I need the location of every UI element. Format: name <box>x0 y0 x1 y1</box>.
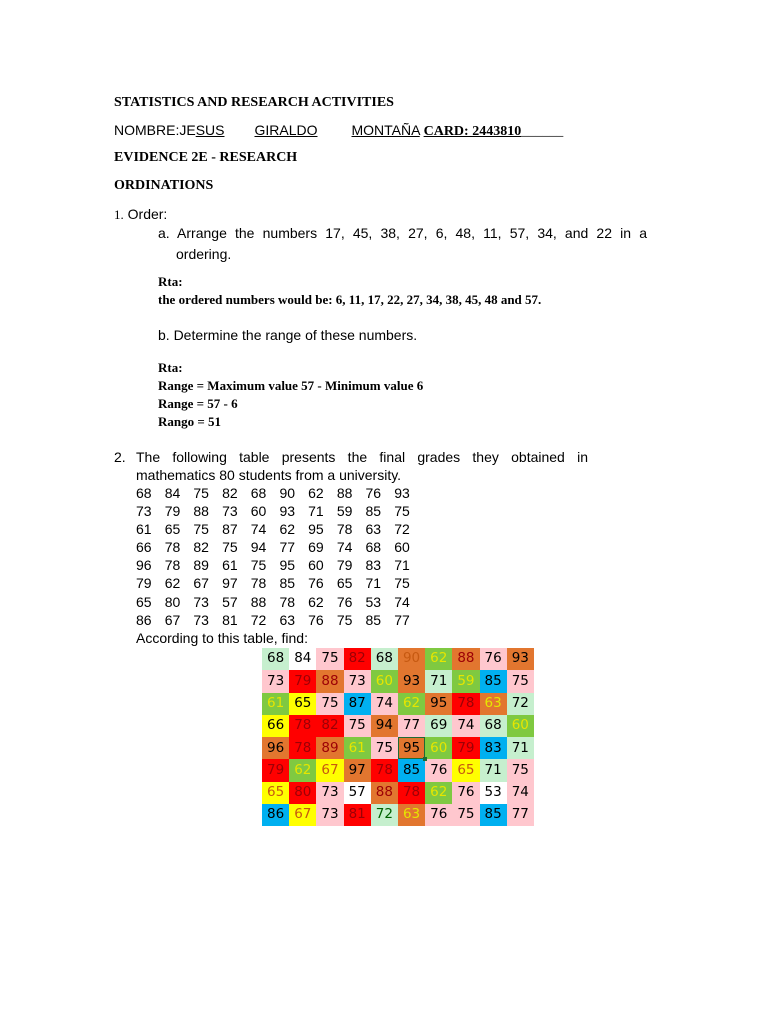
grid-cell: 75 <box>507 759 534 781</box>
grid-cell: 63 <box>398 804 425 826</box>
card-trail: ______ <box>521 124 564 139</box>
grade-value: 67 <box>193 575 209 592</box>
grid-cell: 75 <box>507 670 534 692</box>
grid-cell: 80 <box>289 782 316 804</box>
grade-value: 89 <box>193 557 209 574</box>
grade-value: 76 <box>365 485 382 501</box>
q1-a-answer: the ordered numbers would be: 6, 11, 17, 22, 27, 34, 38, 45, 48 and 57. <box>158 292 542 307</box>
grid-cell: 78 <box>398 782 425 804</box>
grade-value: 88 <box>250 593 267 610</box>
grade-value: 75 <box>336 611 353 628</box>
grid-cell: 85 <box>480 670 507 692</box>
grade-value: 74 <box>250 521 267 538</box>
q1-b-line: b. Determine the range of these numbers. <box>158 327 418 343</box>
grid-cell: 59 <box>452 670 479 692</box>
grid-cell: 77 <box>398 715 425 737</box>
grade-value: 82 <box>193 539 209 556</box>
grid-cell: 68 <box>262 648 289 670</box>
grade-value: 77 <box>394 611 410 628</box>
grid-cell: 79 <box>452 737 479 759</box>
grid-cell: 78 <box>371 759 398 781</box>
q2-find: According to this table, find: <box>136 630 308 646</box>
grid-cell: 83 <box>480 737 507 759</box>
grades-row <box>136 594 423 612</box>
doc-title: STATISTICS AND RESEARCH ACTIVITIES <box>114 95 394 110</box>
grade-value: 90 <box>279 485 296 501</box>
name-part-1: SUS <box>195 122 225 138</box>
section-heading: ORDINATIONS <box>114 178 214 193</box>
grid-cell: 87 <box>344 693 371 715</box>
grid-cell: 75 <box>344 715 371 737</box>
card-label: CARD: 2443810 <box>423 124 522 139</box>
grid-cell: 94 <box>371 715 398 737</box>
q1-a-rta: Rta: <box>158 274 183 289</box>
grid-cell: 74 <box>452 715 479 737</box>
grid-cell: 72 <box>507 693 534 715</box>
grade-value: 61 <box>222 557 238 574</box>
grade-value: 68 <box>136 485 152 501</box>
grade-value: 79 <box>336 557 353 574</box>
grid-cell: 95 <box>398 737 425 759</box>
grade-value: 74 <box>394 593 410 610</box>
grade-value: 83 <box>365 557 382 574</box>
grade-value: 93 <box>279 503 296 520</box>
grade-value: 71 <box>308 503 324 520</box>
grade-value: 76 <box>308 575 324 592</box>
grades-row <box>136 503 423 521</box>
grade-value: 75 <box>193 485 209 501</box>
grade-value: 75 <box>394 503 410 520</box>
grid-cell: 84 <box>289 648 316 670</box>
q1-title <box>114 206 167 223</box>
grid-cell: 73 <box>316 782 343 804</box>
grade-value: 77 <box>279 539 296 556</box>
grade-value: 78 <box>250 575 267 592</box>
grade-value: 94 <box>250 539 267 556</box>
grade-value: 71 <box>394 557 410 574</box>
grade-value: 57 <box>222 593 238 610</box>
grid-cell: 71 <box>507 737 534 759</box>
grades-row <box>136 557 423 575</box>
grid-cell: 86 <box>262 804 289 826</box>
grid-cell: 89 <box>316 737 343 759</box>
grade-value: 75 <box>250 557 267 574</box>
grid-cell: 68 <box>371 648 398 670</box>
grid-cell: 69 <box>425 715 452 737</box>
grade-value: 78 <box>336 521 353 538</box>
grade-value: 60 <box>308 557 324 574</box>
grid-cell: 81 <box>344 804 371 826</box>
grid-cell: 93 <box>507 648 534 670</box>
grid-cell: 97 <box>344 759 371 781</box>
grid-cell: 90 <box>398 648 425 670</box>
grid-cell: 67 <box>316 759 343 781</box>
grid-cell: 72 <box>371 804 398 826</box>
grade-value: 82 <box>222 485 238 501</box>
grades-row <box>136 521 423 539</box>
grade-value: 85 <box>365 611 382 628</box>
grade-value: 73 <box>193 593 209 610</box>
grid-cell: 85 <box>480 804 507 826</box>
grade-value: 78 <box>279 593 296 610</box>
grid-cell: 62 <box>398 693 425 715</box>
grade-value: 61 <box>136 521 152 538</box>
grade-value: 59 <box>336 503 353 520</box>
grade-value: 74 <box>336 539 353 556</box>
grade-value: 73 <box>136 503 152 520</box>
grid-cell: 62 <box>425 782 452 804</box>
grades-row <box>136 485 423 503</box>
grade-value: 68 <box>250 485 267 501</box>
grid-cell: 76 <box>425 804 452 826</box>
grid-cell: 62 <box>425 648 452 670</box>
grade-value: 67 <box>164 611 181 628</box>
grid-cell: 75 <box>452 804 479 826</box>
grid-cell: 95 <box>425 693 452 715</box>
grid-cell: 53 <box>480 782 507 804</box>
grid-cell: 73 <box>262 670 289 692</box>
grade-value: 65 <box>136 593 152 610</box>
grid-cell: 60 <box>425 737 452 759</box>
grade-value: 62 <box>164 575 181 592</box>
grade-value: 75 <box>222 539 238 556</box>
grade-value: 93 <box>394 485 410 501</box>
q1-a-line2: ordering. <box>176 246 232 262</box>
grid-cell: 88 <box>316 670 343 692</box>
grid-cell: 78 <box>452 693 479 715</box>
grades-row <box>136 575 423 593</box>
colored-grades-grid <box>262 648 534 826</box>
grid-cell: 88 <box>452 648 479 670</box>
grade-value: 88 <box>193 503 209 520</box>
grid-cell: 63 <box>480 693 507 715</box>
grade-value: 68 <box>365 539 382 556</box>
grid-cell: 75 <box>316 693 343 715</box>
grade-value: 80 <box>164 593 181 610</box>
grid-cell: 66 <box>262 715 289 737</box>
q1-b-answer-2: Range = 57 - 6 <box>158 396 238 411</box>
grade-value: 86 <box>136 611 152 628</box>
grade-value: 62 <box>308 485 324 501</box>
grade-value: 63 <box>365 521 382 538</box>
grid-cell: 78 <box>289 715 316 737</box>
grade-value: 79 <box>136 575 152 592</box>
grade-value: 85 <box>365 503 382 520</box>
grade-value: 85 <box>279 575 296 592</box>
grid-cell: 65 <box>452 759 479 781</box>
grid-cell: 77 <box>507 804 534 826</box>
grid-cell: 65 <box>289 693 316 715</box>
grid-cell: 71 <box>425 670 452 692</box>
grade-value: 95 <box>279 557 296 574</box>
grid-cell: 60 <box>371 670 398 692</box>
grades-text-table <box>136 485 423 630</box>
q1-b-answer-3: Rango = 51 <box>158 414 222 429</box>
name-line <box>114 122 563 140</box>
q1-title-text: Order: <box>127 206 168 222</box>
grade-value: 73 <box>193 611 209 628</box>
grade-value: 62 <box>308 593 324 610</box>
name-part-2: GIRALDO <box>254 122 318 138</box>
grade-value: 62 <box>279 521 296 538</box>
q2-line2: mathematics 80 students from a university. <box>136 467 402 483</box>
grade-value: 71 <box>365 575 382 592</box>
grid-cell: 75 <box>316 648 343 670</box>
grid-cell: 93 <box>398 670 425 692</box>
q1-number: 1. <box>114 207 124 222</box>
grid-cell: 79 <box>262 759 289 781</box>
grid-cell: 76 <box>452 782 479 804</box>
grade-value: 97 <box>222 575 238 592</box>
grid-cell: 61 <box>344 737 371 759</box>
grade-value: 65 <box>164 521 181 538</box>
grid-cell: 76 <box>480 648 507 670</box>
grade-value: 79 <box>164 503 181 520</box>
grade-value: 78 <box>164 539 181 556</box>
q1-a-line1: a. Arrange the numbers 17, 45, 38, 27, 6, 48, 11, 57, 34, and 22 in a <box>158 225 647 241</box>
grid-cell: 88 <box>371 782 398 804</box>
grid-cell: 65 <box>262 782 289 804</box>
grid-cell: 85 <box>398 759 425 781</box>
grade-value: 72 <box>250 611 267 628</box>
grade-value: 76 <box>336 593 353 610</box>
grade-value: 96 <box>136 557 152 574</box>
q2-number: 2. <box>114 449 126 465</box>
grid-cell: 62 <box>289 759 316 781</box>
grid-cell: 74 <box>507 782 534 804</box>
grid-cell: 96 <box>262 737 289 759</box>
grade-value: 60 <box>394 539 410 556</box>
grid-cell: 75 <box>371 737 398 759</box>
grade-value: 60 <box>250 503 267 520</box>
grades-row <box>136 539 423 557</box>
grid-cell: 76 <box>425 759 452 781</box>
grid-cell: 68 <box>480 715 507 737</box>
grades-row <box>136 612 423 630</box>
grid-cell: 74 <box>371 693 398 715</box>
grade-value: 63 <box>279 611 296 628</box>
grid-cell: 61 <box>262 693 289 715</box>
grade-value: 95 <box>308 521 324 538</box>
grid-cell: 73 <box>344 670 371 692</box>
grade-value: 65 <box>336 575 353 592</box>
grid-cell: 71 <box>480 759 507 781</box>
grade-value: 88 <box>336 485 353 501</box>
grade-value: 66 <box>136 539 152 556</box>
grade-value: 53 <box>365 593 382 610</box>
grid-cell: 60 <box>507 715 534 737</box>
grade-value: 87 <box>222 521 238 538</box>
grade-value: 84 <box>164 485 181 501</box>
grade-value: 75 <box>193 521 209 538</box>
q2-line1: The following table presents the final grades they obtained in <box>136 449 588 465</box>
grid-cell: 78 <box>289 737 316 759</box>
grade-value: 72 <box>394 521 410 538</box>
grid-cell: 57 <box>344 782 371 804</box>
grid-cell: 82 <box>316 715 343 737</box>
grade-value: 73 <box>222 503 238 520</box>
name-part-3: MONTAÑA <box>351 122 420 138</box>
grade-value: 75 <box>394 575 410 592</box>
grid-cell: 67 <box>289 804 316 826</box>
evidence-heading: EVIDENCE 2E - RESEARCH <box>114 150 298 165</box>
grid-cell: 79 <box>289 670 316 692</box>
grade-value: 78 <box>164 557 181 574</box>
grid-cell: 82 <box>344 648 371 670</box>
grid-cell: 73 <box>316 804 343 826</box>
grade-value: 81 <box>222 611 238 628</box>
grade-value: 69 <box>308 539 324 556</box>
grade-value: 76 <box>308 611 324 628</box>
q1-b-rta: Rta: <box>158 360 183 375</box>
q1-b-answer-1: Range = Maximum value 57 - Minimum value 6 <box>158 378 424 393</box>
name-label: NOMBRE:JE <box>114 122 196 138</box>
